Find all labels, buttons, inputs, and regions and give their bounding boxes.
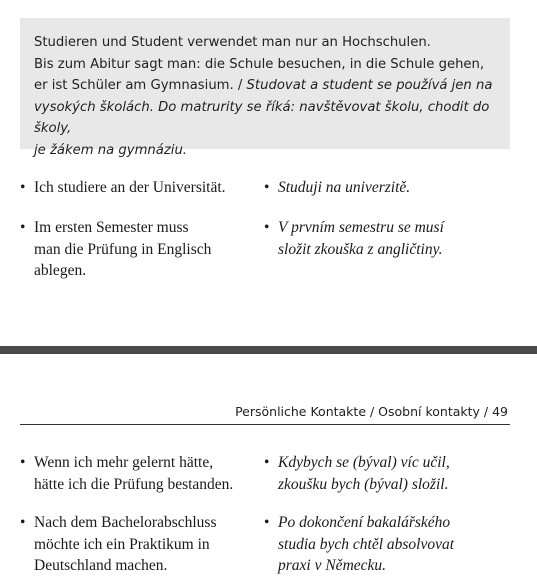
phrase-line: Ich studiere an der Universität. bbox=[34, 179, 226, 196]
note-line: Bis zum Abitur sagt man: die Schule besuchen, in die Schule gehen, bbox=[34, 56, 485, 72]
phrase-line: složit zkouška z angličtiny. bbox=[278, 240, 443, 258]
phrase-line: hätte ich die Prüfung bestanden. bbox=[34, 475, 234, 493]
note-czech-text: Studovat a student se používá jen na bbox=[246, 78, 493, 93]
bullet-icon: • bbox=[20, 514, 26, 531]
phrase-line: Studuji na univerzitě. bbox=[278, 179, 411, 196]
note-german-text: er ist Schüler am Gymnasium. / bbox=[34, 78, 247, 93]
phrase-line: Nach dem Bachelorabschluss bbox=[34, 514, 217, 531]
german-phrase-text bbox=[34, 217, 211, 282]
german-phrase-text bbox=[34, 512, 217, 577]
bullet-icon: • bbox=[20, 179, 26, 196]
grammar-note-box bbox=[20, 18, 510, 158]
phrase-line: Im ersten Semester muss bbox=[34, 219, 189, 236]
german-phrase-text bbox=[34, 452, 233, 495]
page-break-divider bbox=[0, 346, 537, 354]
bullet-icon: • bbox=[264, 179, 270, 196]
bullet-icon: • bbox=[20, 219, 26, 236]
bullet-icon: • bbox=[264, 219, 270, 236]
phrase-line: studia bych chtěl absolvovat bbox=[278, 535, 455, 553]
phrase-line: Kdybych se (býval) víc učil, bbox=[278, 454, 450, 471]
note-line bbox=[34, 75, 496, 97]
bullet-icon: • bbox=[20, 454, 26, 471]
bullet-icon: • bbox=[264, 454, 270, 471]
note-line: je žákem na gymnáziu. bbox=[34, 142, 187, 158]
note-line: vysokých školách. Do matrurity se říká: navštěvovat školu, chodit do školy, bbox=[34, 99, 490, 136]
phrase-line: ablegen. bbox=[34, 262, 87, 279]
phrase-line: Deutschland machen. bbox=[34, 557, 168, 574]
phrase-line: man die Prüfung in Englisch bbox=[34, 240, 212, 258]
german-phrase-text bbox=[34, 177, 226, 199]
note-line: Studieren und Student verwendet man nur an Hochschulen. bbox=[34, 35, 431, 50]
czech-phrase-text bbox=[278, 217, 444, 260]
czech-phrase-text bbox=[278, 177, 410, 199]
phrase-line: Po dokončení bakalářského bbox=[278, 514, 451, 531]
running-header: Persönliche Kontakte / Osobní kontakty / 49 bbox=[20, 403, 510, 425]
phrase-line: zkoušku bych (býval) složil. bbox=[278, 475, 449, 493]
phrase-line: praxi v Německu. bbox=[278, 557, 387, 574]
czech-phrase-text bbox=[278, 452, 450, 495]
czech-phrase-text bbox=[278, 512, 454, 577]
phrase-line: möchte ich ein Praktikum in bbox=[34, 535, 210, 553]
phrase-line: V prvním semestru se musí bbox=[278, 219, 444, 236]
bullet-icon: • bbox=[264, 514, 270, 531]
phrase-line: Wenn ich mehr gelernt hätte, bbox=[34, 454, 214, 471]
